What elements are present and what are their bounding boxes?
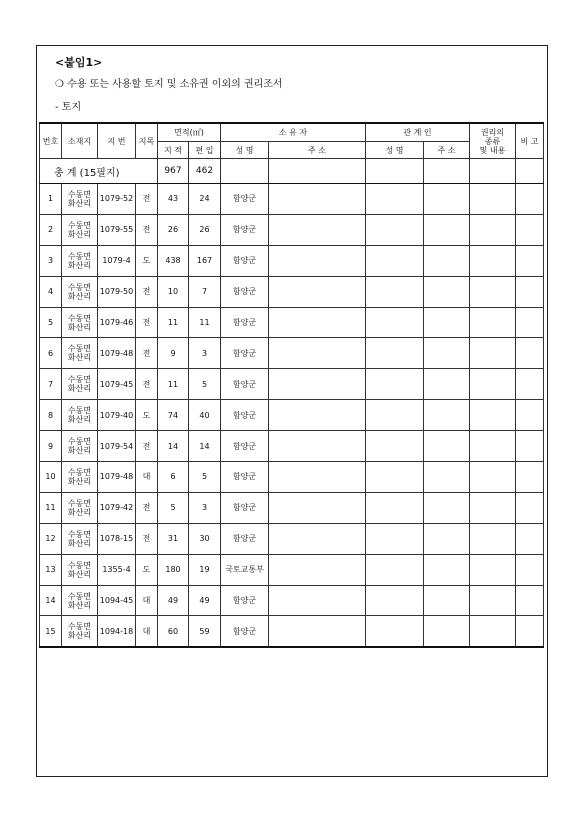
cell-remarks bbox=[516, 523, 544, 554]
cell-related-address bbox=[424, 245, 470, 276]
cell-no: 15 bbox=[40, 616, 62, 647]
cell-location bbox=[62, 276, 98, 307]
cell-location bbox=[62, 214, 98, 245]
cell-category: 전 bbox=[136, 276, 158, 307]
cell-owner-name: 함양군 bbox=[221, 585, 269, 616]
col-header-area: 면적(㎡) bbox=[158, 123, 221, 142]
cell-area: 438 bbox=[158, 245, 189, 276]
cell-area: 43 bbox=[158, 184, 189, 215]
cell-owner-address bbox=[269, 431, 366, 462]
cell-rights bbox=[470, 554, 516, 585]
cell-rights bbox=[470, 184, 516, 215]
location-line: 수동면 bbox=[67, 313, 92, 323]
col-header-related-address: 주 소 bbox=[424, 142, 470, 159]
attachment-heading: <붙임1> bbox=[55, 56, 103, 69]
cell-owner-address bbox=[269, 554, 366, 585]
cell-category: 전 bbox=[136, 307, 158, 338]
rights-line-2: 종류 bbox=[484, 136, 501, 146]
location-line: 화산리 bbox=[67, 229, 92, 239]
table-row bbox=[40, 276, 544, 307]
table-row bbox=[40, 184, 544, 215]
location-line: 수동면 bbox=[67, 591, 92, 601]
cell-owner-address bbox=[269, 492, 366, 523]
cell-lot: 1094-45 bbox=[98, 585, 136, 616]
cell-rights bbox=[470, 400, 516, 431]
col-header-related-name: 성 명 bbox=[366, 142, 424, 159]
cell-no: 3 bbox=[40, 245, 62, 276]
cell-remarks bbox=[516, 338, 544, 369]
cell-lot: 1355-4 bbox=[98, 554, 136, 585]
location-line: 화산리 bbox=[67, 507, 92, 517]
cell-related-address bbox=[424, 214, 470, 245]
location-line: 수동면 bbox=[67, 344, 92, 354]
cell-category: 대 bbox=[136, 616, 158, 647]
location-line: 수동면 bbox=[67, 406, 92, 416]
cell-related-address bbox=[424, 554, 470, 585]
location-line: 화산리 bbox=[67, 476, 92, 486]
table-row bbox=[40, 369, 544, 400]
cell-owner-address bbox=[269, 400, 366, 431]
cell-owner-name: 함양군 bbox=[221, 369, 269, 400]
cell-incorporated: 26 bbox=[189, 214, 221, 245]
cell-remarks bbox=[516, 554, 544, 585]
total-remarks bbox=[516, 159, 544, 184]
cell-rights bbox=[470, 307, 516, 338]
cell-incorporated: 40 bbox=[189, 400, 221, 431]
cell-related-name bbox=[366, 554, 424, 585]
cell-owner-name: 함양군 bbox=[221, 462, 269, 493]
cell-area: 31 bbox=[158, 523, 189, 554]
cell-remarks bbox=[516, 616, 544, 647]
cell-location bbox=[62, 184, 98, 215]
cell-remarks bbox=[516, 431, 544, 462]
col-header-no: 번호 bbox=[40, 123, 62, 159]
cell-category: 전 bbox=[136, 431, 158, 462]
col-header-owner-address: 주 소 bbox=[269, 142, 366, 159]
cell-owner-address bbox=[269, 523, 366, 554]
cell-owner-address bbox=[269, 214, 366, 245]
total-related-address bbox=[424, 159, 470, 184]
cell-remarks bbox=[516, 245, 544, 276]
cell-category: 전 bbox=[136, 184, 158, 215]
cell-area: 11 bbox=[158, 369, 189, 400]
cell-remarks bbox=[516, 400, 544, 431]
cell-related-address bbox=[424, 369, 470, 400]
cell-location bbox=[62, 554, 98, 585]
cell-remarks bbox=[516, 184, 544, 215]
total-incorporated: 462 bbox=[189, 159, 221, 184]
cell-area: 60 bbox=[158, 616, 189, 647]
cell-incorporated: 30 bbox=[189, 523, 221, 554]
table-row bbox=[40, 307, 544, 338]
cell-related-address bbox=[424, 585, 470, 616]
cell-owner-name: 국토교통부 bbox=[221, 554, 269, 585]
cell-related-name bbox=[366, 276, 424, 307]
cell-lot: 1079-50 bbox=[98, 276, 136, 307]
cell-related-name bbox=[366, 307, 424, 338]
col-header-owner: 소 유 자 bbox=[221, 123, 366, 142]
cell-incorporated: 19 bbox=[189, 554, 221, 585]
cell-lot: 1079-42 bbox=[98, 492, 136, 523]
cell-rights bbox=[470, 585, 516, 616]
table-row bbox=[40, 523, 544, 554]
cell-incorporated: 3 bbox=[189, 338, 221, 369]
cell-related-address bbox=[424, 462, 470, 493]
cell-related-address bbox=[424, 492, 470, 523]
rights-line-3: 및 내용 bbox=[479, 145, 506, 155]
cell-location bbox=[62, 616, 98, 647]
cell-no: 13 bbox=[40, 554, 62, 585]
cell-no: 7 bbox=[40, 369, 62, 400]
cell-rights bbox=[470, 276, 516, 307]
total-row bbox=[40, 159, 544, 184]
col-header-rights bbox=[470, 123, 516, 159]
table-row bbox=[40, 492, 544, 523]
cell-rights bbox=[470, 214, 516, 245]
table-row bbox=[40, 400, 544, 431]
cell-owner-name: 함양군 bbox=[221, 276, 269, 307]
cell-no: 10 bbox=[40, 462, 62, 493]
cell-incorporated: 3 bbox=[189, 492, 221, 523]
cell-location bbox=[62, 369, 98, 400]
col-header-area-total: 지 적 bbox=[158, 142, 189, 159]
cell-owner-address bbox=[269, 307, 366, 338]
col-header-lot: 지 번 bbox=[98, 123, 136, 159]
table-row bbox=[40, 214, 544, 245]
location-line: 화산리 bbox=[67, 291, 92, 301]
cell-lot: 1079-46 bbox=[98, 307, 136, 338]
cell-remarks bbox=[516, 307, 544, 338]
cell-incorporated: 167 bbox=[189, 245, 221, 276]
cell-owner-address bbox=[269, 369, 366, 400]
cell-no: 9 bbox=[40, 431, 62, 462]
cell-owner-name: 함양군 bbox=[221, 214, 269, 245]
location-line: 화산리 bbox=[67, 384, 92, 394]
cell-area: 26 bbox=[158, 214, 189, 245]
cell-location bbox=[62, 400, 98, 431]
cell-related-name bbox=[366, 462, 424, 493]
cell-location bbox=[62, 585, 98, 616]
cell-area: 49 bbox=[158, 585, 189, 616]
cell-owner-name: 함양군 bbox=[221, 245, 269, 276]
location-line: 화산리 bbox=[67, 260, 92, 270]
location-line: 수동면 bbox=[67, 251, 92, 261]
cell-related-address bbox=[424, 338, 470, 369]
cell-incorporated: 49 bbox=[189, 585, 221, 616]
cell-related-name bbox=[366, 184, 424, 215]
location-line: 수동면 bbox=[67, 375, 92, 385]
cell-category: 전 bbox=[136, 369, 158, 400]
cell-lot: 1079-4 bbox=[98, 245, 136, 276]
cell-category: 전 bbox=[136, 338, 158, 369]
cell-category: 도 bbox=[136, 400, 158, 431]
cell-location bbox=[62, 462, 98, 493]
location-line: 화산리 bbox=[67, 600, 92, 610]
cell-related-name bbox=[366, 369, 424, 400]
cell-related-name bbox=[366, 400, 424, 431]
cell-incorporated: 14 bbox=[189, 431, 221, 462]
cell-owner-address bbox=[269, 462, 366, 493]
cell-no: 11 bbox=[40, 492, 62, 523]
location-line: 수동면 bbox=[67, 622, 92, 632]
cell-location bbox=[62, 245, 98, 276]
total-related-name bbox=[366, 159, 424, 184]
cell-owner-address bbox=[269, 338, 366, 369]
cell-related-name bbox=[366, 338, 424, 369]
cell-related-address bbox=[424, 400, 470, 431]
cell-area: 180 bbox=[158, 554, 189, 585]
cell-area: 74 bbox=[158, 400, 189, 431]
total-rights bbox=[470, 159, 516, 184]
cell-remarks bbox=[516, 276, 544, 307]
cell-owner-name: 함양군 bbox=[221, 616, 269, 647]
cell-rights bbox=[470, 462, 516, 493]
land-rights-table bbox=[39, 122, 544, 648]
location-line: 화산리 bbox=[67, 353, 92, 363]
cell-owner-address bbox=[269, 585, 366, 616]
cell-related-address bbox=[424, 276, 470, 307]
cell-related-name bbox=[366, 492, 424, 523]
location-line: 화산리 bbox=[67, 446, 92, 456]
cell-remarks bbox=[516, 585, 544, 616]
cell-incorporated: 24 bbox=[189, 184, 221, 215]
cell-owner-address bbox=[269, 245, 366, 276]
cell-owner-address bbox=[269, 616, 366, 647]
table-row bbox=[40, 616, 544, 647]
cell-category: 전 bbox=[136, 523, 158, 554]
cell-related-address bbox=[424, 184, 470, 215]
cell-lot: 1079-55 bbox=[98, 214, 136, 245]
cell-category: 대 bbox=[136, 462, 158, 493]
cell-location bbox=[62, 338, 98, 369]
cell-incorporated: 59 bbox=[189, 616, 221, 647]
rights-line-1: 권리의 bbox=[480, 127, 505, 137]
total-label: 총 계 (15필지) bbox=[40, 159, 158, 184]
cell-related-name bbox=[366, 214, 424, 245]
cell-related-address bbox=[424, 616, 470, 647]
cell-rights bbox=[470, 245, 516, 276]
cell-remarks bbox=[516, 369, 544, 400]
table-row bbox=[40, 554, 544, 585]
location-line: 화산리 bbox=[67, 538, 92, 548]
cell-lot: 1079-52 bbox=[98, 184, 136, 215]
cell-owner-name: 함양군 bbox=[221, 492, 269, 523]
cell-lot: 1079-45 bbox=[98, 369, 136, 400]
cell-location bbox=[62, 492, 98, 523]
cell-rights bbox=[470, 616, 516, 647]
cell-incorporated: 5 bbox=[189, 462, 221, 493]
location-line: 수동면 bbox=[67, 220, 92, 230]
total-owner-name bbox=[221, 159, 269, 184]
cell-incorporated: 7 bbox=[189, 276, 221, 307]
col-header-related: 관 계 인 bbox=[366, 123, 470, 142]
cell-rights bbox=[470, 431, 516, 462]
cell-lot: 1079-48 bbox=[98, 338, 136, 369]
col-header-remarks: 비 고 bbox=[516, 123, 544, 159]
cell-area: 9 bbox=[158, 338, 189, 369]
location-line: 수동면 bbox=[67, 189, 92, 199]
cell-category: 대 bbox=[136, 585, 158, 616]
cell-no: 2 bbox=[40, 214, 62, 245]
cell-owner-name: 함양군 bbox=[221, 307, 269, 338]
cell-owner-name: 함양군 bbox=[221, 523, 269, 554]
cell-lot: 1094-18 bbox=[98, 616, 136, 647]
cell-category: 전 bbox=[136, 214, 158, 245]
table-row bbox=[40, 585, 544, 616]
total-area: 967 bbox=[158, 159, 189, 184]
cell-related-name bbox=[366, 523, 424, 554]
cell-related-address bbox=[424, 431, 470, 462]
cell-area: 6 bbox=[158, 462, 189, 493]
location-line: 화산리 bbox=[67, 415, 92, 425]
table-row bbox=[40, 338, 544, 369]
cell-area: 14 bbox=[158, 431, 189, 462]
cell-location bbox=[62, 431, 98, 462]
cell-area: 10 bbox=[158, 276, 189, 307]
table-row bbox=[40, 431, 544, 462]
cell-rights bbox=[470, 492, 516, 523]
cell-related-address bbox=[424, 523, 470, 554]
cell-category: 도 bbox=[136, 245, 158, 276]
col-header-category: 지목 bbox=[136, 123, 158, 159]
cell-related-name bbox=[366, 245, 424, 276]
cell-category: 전 bbox=[136, 492, 158, 523]
cell-owner-name: 함양군 bbox=[221, 184, 269, 215]
location-line: 수동면 bbox=[67, 282, 92, 292]
location-line: 수동면 bbox=[67, 498, 92, 508]
cell-no: 1 bbox=[40, 184, 62, 215]
cell-category: 도 bbox=[136, 554, 158, 585]
cell-no: 14 bbox=[40, 585, 62, 616]
document-subtitle: ❍ 수용 또는 사용할 토지 및 소유권 이외의 권리조서 bbox=[55, 79, 283, 90]
cell-lot: 1079-40 bbox=[98, 400, 136, 431]
cell-area: 5 bbox=[158, 492, 189, 523]
table-row bbox=[40, 245, 544, 276]
section-label: - 토지 bbox=[55, 102, 82, 113]
cell-rights bbox=[470, 369, 516, 400]
location-line: 수동면 bbox=[67, 437, 92, 447]
cell-no: 4 bbox=[40, 276, 62, 307]
total-owner-address bbox=[269, 159, 366, 184]
col-header-area-incorporated: 편 입 bbox=[189, 142, 221, 159]
cell-area: 11 bbox=[158, 307, 189, 338]
cell-rights bbox=[470, 338, 516, 369]
cell-related-name bbox=[366, 616, 424, 647]
cell-no: 5 bbox=[40, 307, 62, 338]
cell-no: 12 bbox=[40, 523, 62, 554]
cell-owner-address bbox=[269, 276, 366, 307]
cell-owner-address bbox=[269, 184, 366, 215]
cell-related-name bbox=[366, 431, 424, 462]
location-line: 수동면 bbox=[67, 467, 92, 477]
cell-remarks bbox=[516, 462, 544, 493]
cell-incorporated: 5 bbox=[189, 369, 221, 400]
location-line: 화산리 bbox=[67, 631, 92, 641]
cell-no: 8 bbox=[40, 400, 62, 431]
cell-lot: 1079-54 bbox=[98, 431, 136, 462]
cell-incorporated: 11 bbox=[189, 307, 221, 338]
cell-related-name bbox=[366, 585, 424, 616]
location-line: 수동면 bbox=[67, 529, 92, 539]
cell-remarks bbox=[516, 214, 544, 245]
cell-related-address bbox=[424, 307, 470, 338]
cell-owner-name: 함양군 bbox=[221, 400, 269, 431]
cell-location bbox=[62, 307, 98, 338]
cell-remarks bbox=[516, 492, 544, 523]
cell-rights bbox=[470, 523, 516, 554]
location-line: 수동면 bbox=[67, 560, 92, 570]
cell-lot: 1079-48 bbox=[98, 462, 136, 493]
location-line: 화산리 bbox=[67, 198, 92, 208]
cell-no: 6 bbox=[40, 338, 62, 369]
cell-owner-name: 함양군 bbox=[221, 338, 269, 369]
location-line: 화산리 bbox=[67, 322, 92, 332]
location-line: 화산리 bbox=[67, 569, 92, 579]
cell-location bbox=[62, 523, 98, 554]
col-header-owner-name: 성 명 bbox=[221, 142, 269, 159]
col-header-location: 소재지 bbox=[62, 123, 98, 159]
cell-owner-name: 함양군 bbox=[221, 431, 269, 462]
table-row bbox=[40, 462, 544, 493]
cell-lot: 1078-15 bbox=[98, 523, 136, 554]
